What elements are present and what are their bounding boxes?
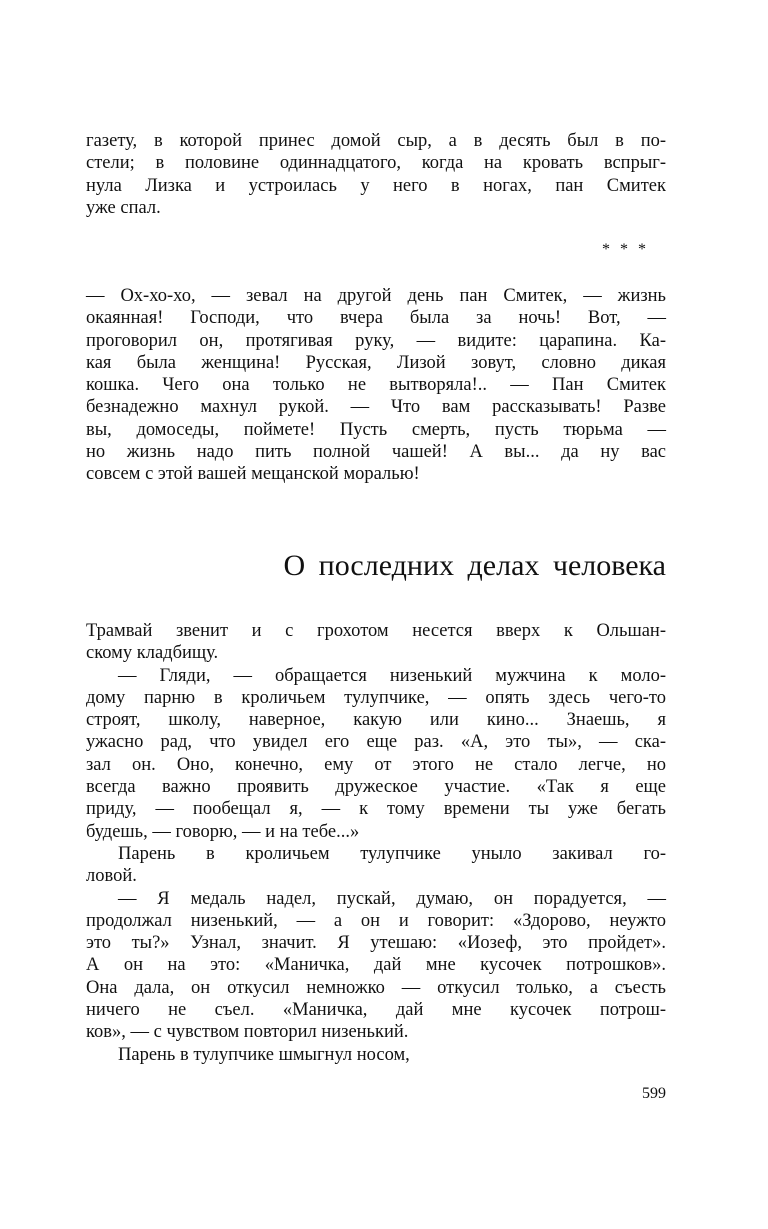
- text-line: — Гляди, — обращается низенький мужчина к моло-: [118, 665, 666, 686]
- text-line: это ты?» Узнал, значит. Я утешаю: «Иозеф, это пройдет».: [86, 933, 666, 954]
- chapter-title: О последних делах человека: [283, 549, 666, 582]
- text-line: ловой.: [86, 866, 137, 887]
- text-line: проговорил он, протягивая руку, — видите: царапина. Ка-: [86, 330, 666, 351]
- text-line: дому парню в кроличьем тулупчике, — опять здесь чего-то: [86, 687, 666, 708]
- text-line: Трамвай звенит и с грохотом несется вверх к Ольшан-: [86, 621, 666, 641]
- section-separator: * * *: [602, 241, 649, 258]
- page-number: 599: [642, 1085, 666, 1102]
- text-line: нула Лизка и устроилась у него в ногах, пан Смитек: [86, 175, 666, 196]
- text-line: вы, домоседы, поймете! Пусть смерть, пусть тюрьма —: [86, 419, 666, 440]
- second-paragraph: [86, 285, 666, 486]
- text-line: окаянная! Господи, что вчера была за ночь! Вот, —: [86, 308, 666, 329]
- text-line: будешь, — говорю, — и на тебе...»: [86, 821, 360, 842]
- text-line: зал он. Оно, конечно, ему от этого не стало легче, но: [86, 754, 666, 775]
- top-paragraph: [86, 130, 666, 219]
- text-line: безнадежно махнул рукой. — Что вам рассказывать! Разве: [86, 397, 666, 418]
- text-line: Парень в кроличьем тулупчике уныло закивал го-: [118, 843, 666, 864]
- text-line: Парень в тулупчике шмыгнул носом,: [118, 1044, 410, 1065]
- text-line: всегда важно проявить дружеское участие. «Так я еще: [86, 777, 666, 798]
- text-line: совсем с этой вашей мещанской моралью!: [86, 464, 420, 485]
- text-line: приду, — пообещал я, — к тому времени ты уже бегать: [86, 799, 666, 820]
- text-line: уже спал.: [86, 197, 161, 218]
- text-line: но жизнь надо пить полной чашей! А вы... да ну вас: [86, 442, 666, 463]
- text-line: кая была женщина! Русская, Лизой зовут, словно дикая: [86, 352, 666, 373]
- text-line: газету, в которой принес домой сыр, а в десять был в по-: [86, 131, 666, 151]
- text-line: А он на это: «Маничка, дай мне кусочек потрошков».: [86, 955, 666, 976]
- text-line: — Я медаль надел, пускай, думаю, он порадуется, —: [118, 888, 666, 909]
- text-line: строят, школу, наверное, какую или кино... Знаешь, я: [86, 710, 666, 731]
- text-line: ужасно рад, что увидел его еще раз. «А, это ты», — ска-: [86, 732, 666, 753]
- text-line: кошка. Чего она только не вытворяла!.. — Пан Смитек: [86, 375, 666, 396]
- text-line: Она дала, он откусил немножко — откусил только, а съесть: [86, 977, 666, 998]
- text-line: стели; в половине одиннадцатого, когда на кровать вспрыг-: [86, 153, 666, 174]
- text-line: — Ох-хо-хо, — зевал на другой день пан Смитек, — жизнь: [86, 286, 666, 306]
- text-line: продолжал низенький, — а он и говорит: «Здорово, неужто: [86, 910, 666, 931]
- chapter-body: [86, 620, 666, 1066]
- text-line: ков», — с чувством повторил низенький.: [86, 1022, 409, 1043]
- text-line: ничего не съел. «Маничка, дай мне кусочек потрош-: [86, 1000, 666, 1021]
- text-line: скому кладбищу.: [86, 643, 219, 664]
